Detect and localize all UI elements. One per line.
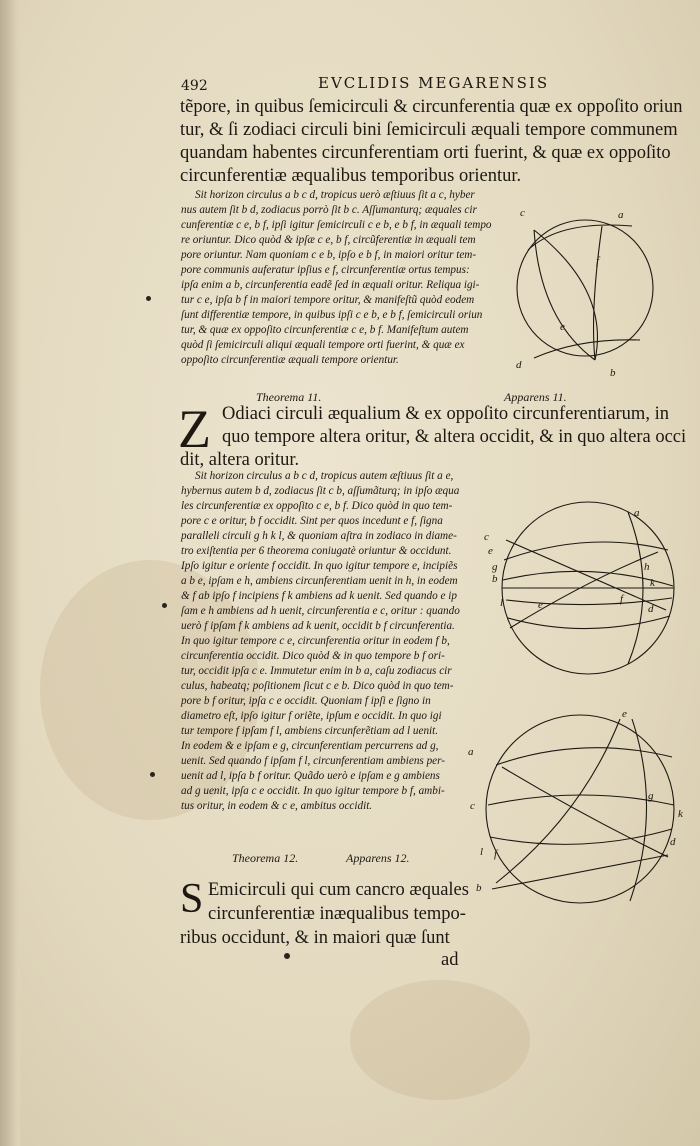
figure-label: d: [670, 836, 676, 848]
proof-line: circunferentia occidit. Dico quòd & in quo tempore b f ori-: [181, 650, 445, 662]
figure-label: d: [648, 603, 654, 615]
page-gutter-shadow: [0, 0, 22, 1146]
proof-line: pore oriuntur. Nam quoniam c e b, ipſo e b f, in maiori oritur tem-: [181, 249, 477, 261]
figure-3-sphere: [462, 705, 692, 905]
figure-label: h: [644, 561, 650, 573]
proof-line: pore communis auferatur ipſius e f, circunferentiæ ortus tempus:: [181, 264, 470, 276]
meridian-arc: [630, 719, 647, 901]
theorem-label: Theorema 11.: [256, 390, 322, 404]
text-line: tur, & ſi zodiaci circuli bini ſemicirculi æquali tempore communem: [180, 120, 678, 140]
proof-line: & f ab ipſo f incipiens f k ambiens ad k uenit. Sed quando e ip: [181, 590, 457, 602]
proof-line: oppoſito circunferentiæ æquali tempore orientur.: [181, 354, 399, 366]
proof-line: Sit horizon circulus a b c d, tropicus autem æſtiuus ſit a e,: [195, 470, 454, 482]
proof-line: les circunferentiæ ex oppoſito c e, b f. Dico quòd in quo tem-: [181, 500, 453, 512]
figure-2-labels: [484, 507, 656, 615]
apparens-label: Apparens 12.: [346, 851, 410, 865]
text-line: tẽpore, in quibus ſemicirculi & circunferentia quæ ex oppoſito oriun: [180, 97, 683, 117]
proof-line: pore c e oritur, b f occidit. Sint per quos incedunt e f, ſigna: [181, 515, 443, 527]
figure-label: k: [650, 577, 655, 589]
ink-dot: [162, 603, 167, 608]
zodiac-arc: [534, 230, 595, 360]
figure-label: g: [492, 561, 498, 573]
figure-2-sphere: [478, 490, 688, 690]
proof-line: uenit. Sed quando f ipſam f l, circunferentiam ambiens per-: [181, 755, 445, 767]
proof-line: tur c e, ipſa b f in maiori tempore oritur, & manifeſtũ quòd eodem: [181, 294, 475, 306]
statement-line: dit, altera oritur.: [180, 450, 300, 470]
proof-line: re oriuntur. Dico quòd & ipſæ c e, b f, circũferentiæ in æquali tem: [181, 234, 476, 246]
ink-dot: [146, 296, 151, 301]
proof-line: quòd ſi ſemicirculi aliqui æquali tempore orti fuerint, & quæ ex: [181, 339, 465, 351]
proof-line: tur tempore f ipſam f l, ambiens circunferẽtiam ad l uenit.: [181, 725, 439, 737]
figure-label: l: [480, 846, 484, 858]
figure-label: a: [468, 746, 474, 758]
zodiac-arc: [496, 719, 620, 883]
parallel-arc: [508, 616, 670, 629]
proof-line: nus autem ſit b d, zodiacus porrò ſit b c. Aſſumanturq; æquales cir: [181, 204, 477, 216]
proof-line: Ipſo igitur e oriente f occidit. In quo igitur tempore e, incipiẽs: [181, 560, 458, 572]
figure-label: a: [634, 507, 640, 519]
zodiac-arc: [510, 552, 658, 628]
proof-line: ad g uenit, ipſa c e occidit. In quo igitur tempore b f, ambi-: [181, 785, 445, 797]
drop-initial: S: [180, 876, 204, 922]
proof-line: hybernus autem b d, zodiacus ſit c b, aſſumãturq; in ipſo æqua: [181, 485, 460, 497]
proof-line: a b e, ipſam e h, ambiens circunferentiam uenit in h, in eodem: [181, 575, 458, 587]
figure-label: b: [492, 573, 498, 585]
proof-line: cunferentiæ c e, b f, ipſi igitur ſemicirculi c e b, e b f, in æquali tempo: [181, 219, 492, 231]
figure-label: g: [648, 790, 654, 802]
figure-label: f: [596, 255, 600, 267]
ink-dot: [284, 953, 290, 959]
proof-line: ſunt differentiæ tempore, in quibus ipſi c e b, e b f, ſemicirculi oriun: [181, 309, 483, 321]
figure-label: c: [520, 207, 525, 219]
running-title: EVCLIDIS MEGARENSIS: [318, 74, 550, 92]
figure-label: c: [470, 800, 475, 812]
zodiac-arc: [534, 230, 597, 360]
text-line: quandam habentes circunferentiam orti fuerint, & quæ ex oppoſito: [180, 143, 671, 163]
figure-1-labels: [516, 207, 624, 379]
figure-label: e: [560, 321, 565, 333]
ink-dot: [150, 772, 155, 777]
figure-label: c: [484, 531, 489, 543]
proof-line: culus, habeatq; poſitionem ſicut c e b. Dico quòd in quo tem-: [181, 680, 454, 692]
figure-label: f: [620, 593, 624, 605]
statement-line: Odiaci circuli æqualium & ex oppoſito circunferentiarum, in: [222, 404, 669, 424]
apparens-label: Apparens 11.: [504, 390, 567, 404]
proof-line: ſam e h ambiens ad h uenit, circunferentia e c, oritur : quando: [181, 605, 460, 617]
figure-1-sphere: [490, 200, 680, 390]
proof-line: tur, & quæ ex oppoſito circunferentiæ c e, b f. Manifeſtum autem: [181, 324, 469, 336]
proof-line: pore b f oritur, ipſa c e occidit. Quoniam f ipſi e ſigno in: [181, 695, 431, 707]
text-line: circunferentiæ æqualibus temporibus orientur.: [180, 166, 522, 186]
horizon-circle: [486, 715, 674, 903]
statement-line: ribus occidunt, & in maiori quæ ſunt: [180, 928, 450, 948]
figure-label: e: [488, 545, 493, 557]
figure-label: f: [494, 848, 498, 860]
figure-label: e: [538, 599, 543, 611]
theorem-label: Theorema 12.: [232, 851, 299, 865]
proof-line: ipſa enim a b, circunferentia eadẽ ſed in æquali oritur. Reliqua igi-: [181, 279, 480, 291]
figure-label: b: [476, 882, 482, 894]
figure-label: e: [622, 708, 627, 720]
figure-label: b: [610, 367, 616, 379]
tropic-arc: [534, 340, 640, 358]
statement-line: Emicirculi qui cum cancro æquales: [208, 880, 469, 900]
proof-line: In quo igitur tempore c e, circunferentia oritur in eodem f b,: [181, 635, 450, 647]
parallel-arc: [496, 748, 672, 765]
paper-stain: [350, 980, 530, 1100]
proof-line: uerò f ipſam f k ambiens ad k uenit, occidit b f circunferentia.: [181, 620, 455, 632]
statement-line: circunferentiæ inæqualibus tempo-: [208, 904, 466, 924]
proof-line: diametro eſt, ipſo igitur f oriẽte, ipſum e occidit. In quo igi: [181, 710, 442, 722]
figure-label: d: [516, 359, 522, 371]
proof-line: paralleli circuli g h k l, & quoniam aſtra in zodiaco in diame-: [181, 530, 457, 542]
statement-line: quo tempore altera oritur, & altera occidit, & in quo altera occi: [222, 427, 687, 447]
proof-line: In eodem & e ipſam e g, circunferentiam percurrens ad g,: [181, 740, 439, 752]
proof-line: tur, occidit ipſa c e. Immutetur enim in b a, caſu zodiacus cir: [181, 665, 452, 677]
figure-label: a: [618, 209, 624, 221]
figure-3-labels: [468, 708, 684, 894]
catchword: ad: [441, 950, 459, 970]
page-number: 492: [181, 78, 208, 94]
proof-line: tro exiſtentia per 6 theorema coniugatè oriuntur & occidunt.: [181, 545, 452, 557]
horizon-chord: [492, 855, 668, 889]
figure-label: k: [678, 808, 683, 820]
proof-line: uenit ad l, ipſa b f oritur. Quãdo uerò e ipſam e g ambiens: [181, 770, 440, 782]
drop-initial: Z: [178, 399, 211, 459]
parallel-arc: [504, 542, 668, 560]
proof-line: tus oritur, in eodem & c e, ambitus occidit.: [181, 800, 373, 812]
proof-line: Sit horizon circulus a b c d, tropicus uerò æſtiuus ſit a c, hyber: [195, 189, 475, 201]
figure-label: l: [500, 597, 504, 609]
